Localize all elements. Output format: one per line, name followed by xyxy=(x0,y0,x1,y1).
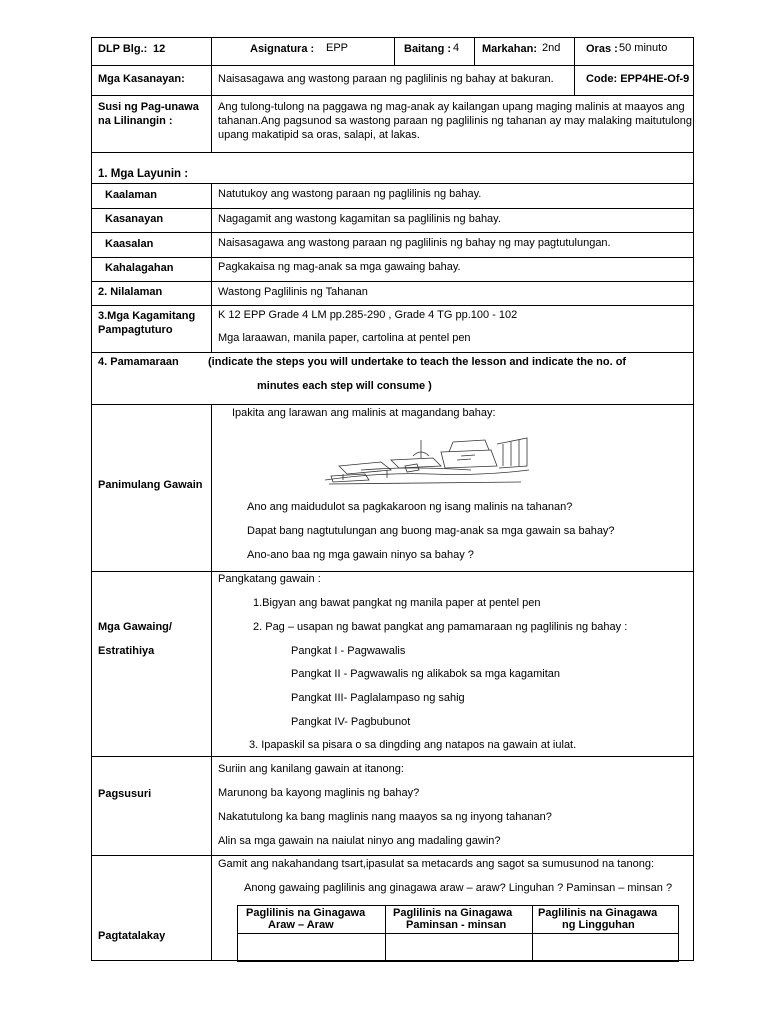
panimula-question-3: Ano-ano baa ng mga gawain ninyo sa bahay ? xyxy=(247,549,474,561)
markahan-value: 2nd xyxy=(542,42,561,54)
susi-label-2: na Lilinangin : xyxy=(98,115,173,127)
pagsusuri-line-2: Marunong ba kayong maglinis ng bahay? xyxy=(218,787,420,799)
row-divider xyxy=(92,281,693,282)
dlp-value: 12 xyxy=(153,43,166,55)
row-divider xyxy=(92,95,693,96)
kaalaman-value: Natutukoy ang wastong paraan ng paglilinis ng bahay. xyxy=(218,188,482,200)
gawain-step-3: 3. Ipapaskil sa pisara o sa dingding ang natapos na gawain at iulat. xyxy=(249,739,577,751)
row-divider xyxy=(92,855,693,856)
col-divider xyxy=(211,404,212,961)
panimula-question-2: Dapat bang nagtutulungan ang buong mag-anak sa mga gawain sa bahay? xyxy=(247,525,615,537)
row-divider xyxy=(92,305,693,306)
gawain-step: 1.Bigyan ang bawat pangkat ng manila paper at pentel pen xyxy=(253,597,541,609)
row-divider xyxy=(92,65,693,66)
gawain-group-3: Pangkat III- Paglalampaso ng sahig xyxy=(291,692,465,704)
row-divider xyxy=(92,571,693,572)
kaasalan-label: Kaasalan xyxy=(105,238,154,250)
chart-header-occasional-sub: Paminsan - minsan xyxy=(406,919,507,931)
asignatura-value: EPP xyxy=(326,42,349,54)
markahan-label: Markahan: xyxy=(482,43,538,55)
susi-text-3: upang makatipid sa oras, salapi, at lakas. xyxy=(218,129,420,141)
col-divider xyxy=(474,38,475,65)
pagtatalakay-label: Pagtatalakay xyxy=(98,930,166,942)
kagamitan-label: 3.Mga Kagamitang xyxy=(98,310,196,322)
schedule-chart-table xyxy=(237,905,679,962)
row-divider xyxy=(92,152,693,153)
nilalaman-label: 2. Nilalaman xyxy=(98,286,163,298)
nilalaman-value: Wastong Paglilinis ng Tahanan xyxy=(218,286,368,298)
col-divider xyxy=(394,38,395,65)
living-room-illustration-icon xyxy=(321,430,533,488)
col-divider xyxy=(211,183,212,352)
chart-header-daily-sub: Araw – Araw xyxy=(268,919,334,931)
chart-header-weekly-sub: ng Lingguhan xyxy=(562,919,635,931)
oras-value: 50 minuto xyxy=(619,42,668,54)
asignatura-label: Asignatura : xyxy=(250,43,315,55)
pagsusuri-label: Pagsusuri xyxy=(98,788,152,800)
gawain-label-2: Estratihiya xyxy=(98,645,155,657)
panimula-question: Ano ang maidudulot sa pagkakaroon ng isang malinis na tahanan? xyxy=(247,501,573,513)
row-divider xyxy=(92,208,693,209)
gawain-group-2: Pangkat II - Pagwawalis ng alikabok sa mga kagamitan xyxy=(291,668,561,680)
kasanayan-objective-value: Nagagamit ang wastong kagamitan sa paglilinis ng bahay. xyxy=(218,213,501,225)
panimula-label: Panimulang Gawain xyxy=(98,479,203,491)
susi-text: Ang tulong-tulong na paggawa ng mag-anak ay kailangan upang maging malinis at maayos ang xyxy=(218,101,685,113)
gawain-step-2: 2. Pag – usapan ng bawat pangkat ang pamamaraan ng paglilinis ng bahay : xyxy=(253,621,628,633)
pagtatalakay-line: Gamit ang nakahandang tsart,ipasulat sa metacards ang sagot sa sumusunod na tanong: xyxy=(218,858,655,870)
kasanayan-value: Naisasagawa ang wastong paraan ng paglilinis ng bahay at bakuran. xyxy=(218,73,554,85)
row-divider xyxy=(92,257,693,258)
row-divider xyxy=(92,183,693,184)
chart-header-weekly: Paglilinis na Ginagawa xyxy=(538,907,658,919)
pamamaraan-note: (indicate the steps you will undertake to teach the lesson and indicate the no. of xyxy=(208,356,627,368)
baitang-value: 4 xyxy=(453,42,460,54)
row-divider xyxy=(92,232,693,233)
gawain-group: Pangkat I - Pagwawalis xyxy=(291,645,406,657)
lesson-plan-table xyxy=(91,37,694,961)
chart-header-daily: Paglilinis na Ginagawa xyxy=(246,907,366,919)
col-divider xyxy=(574,38,575,95)
panimula-intro: Ipakita ang larawan ang malinis at magandang bahay: xyxy=(232,407,496,419)
pagsusuri-line-4: Alin sa mga gawain na naiulat ninyo ang madaling gawin? xyxy=(218,835,501,847)
row-divider xyxy=(92,404,693,405)
kagamitan-label-2: Pampagtuturo xyxy=(98,324,173,336)
pamamaraan-label: 4. Pamamaraan xyxy=(98,356,179,368)
gawain-heading: Pangkatang gawain : xyxy=(218,573,321,585)
layunin-heading: 1. Mga Layunin : xyxy=(98,168,189,180)
pagtatalakay-line-2: Anong gawaing paglilinis ang ginagawa araw – araw? Linguhan ? Paminsan – minsan ? xyxy=(244,882,673,894)
kahalagahan-label: Kahalagahan xyxy=(105,262,174,274)
kaasalan-value: Naisasagawa ang wastong paraan ng paglilinis ng bahay ng may pagtutulungan. xyxy=(218,237,611,249)
kasanayan-label: Mga Kasanayan: xyxy=(98,73,185,85)
chart-row-divider xyxy=(238,933,678,934)
kasanayan-objective-label: Kasanayan xyxy=(105,213,164,225)
gawain-group-4: Pangkat IV- Pagbubunot xyxy=(291,716,411,728)
oras-label: Oras : xyxy=(586,43,618,55)
kagamitan-line-2: Mga laraawan, manila paper, cartolina at pentel pen xyxy=(218,332,471,344)
row-divider xyxy=(92,352,693,353)
pagsusuri-line-3: Nakatutulong ka bang maglinis nang maayos sa ng inyong tahanan? xyxy=(218,811,552,823)
baitang-label: Baitang : xyxy=(404,43,452,55)
susi-label: Susi ng Pag-unawa xyxy=(98,101,199,113)
competency-code: Code: EPP4HE-Of-9 xyxy=(586,73,690,85)
pagsusuri-line: Suriin ang kanilang gawain at itanong: xyxy=(218,763,404,775)
kaalaman-label: Kaalaman xyxy=(105,189,157,201)
chart-header-occasional: Paglilinis na Ginagawa xyxy=(393,907,513,919)
row-divider xyxy=(92,756,693,757)
dlp-label: DLP Blg.: xyxy=(98,43,148,55)
pamamaraan-note-2: minutes each step will consume ) xyxy=(257,380,432,392)
kagamitan-line: K 12 EPP Grade 4 LM pp.285-290 , Grade 4 TG pp.100 - 102 xyxy=(218,309,518,321)
susi-text-2: tahanan.Ang pagsunod sa wastong paraan ng paglilinis ng tahanan ay may malaking maitutulong xyxy=(218,115,692,127)
gawain-label: Mga Gawaing/ xyxy=(98,621,172,633)
col-divider xyxy=(211,38,212,152)
kahalagahan-value: Pagkakaisa ng mag-anak sa mga gawaing bahay. xyxy=(218,261,461,273)
